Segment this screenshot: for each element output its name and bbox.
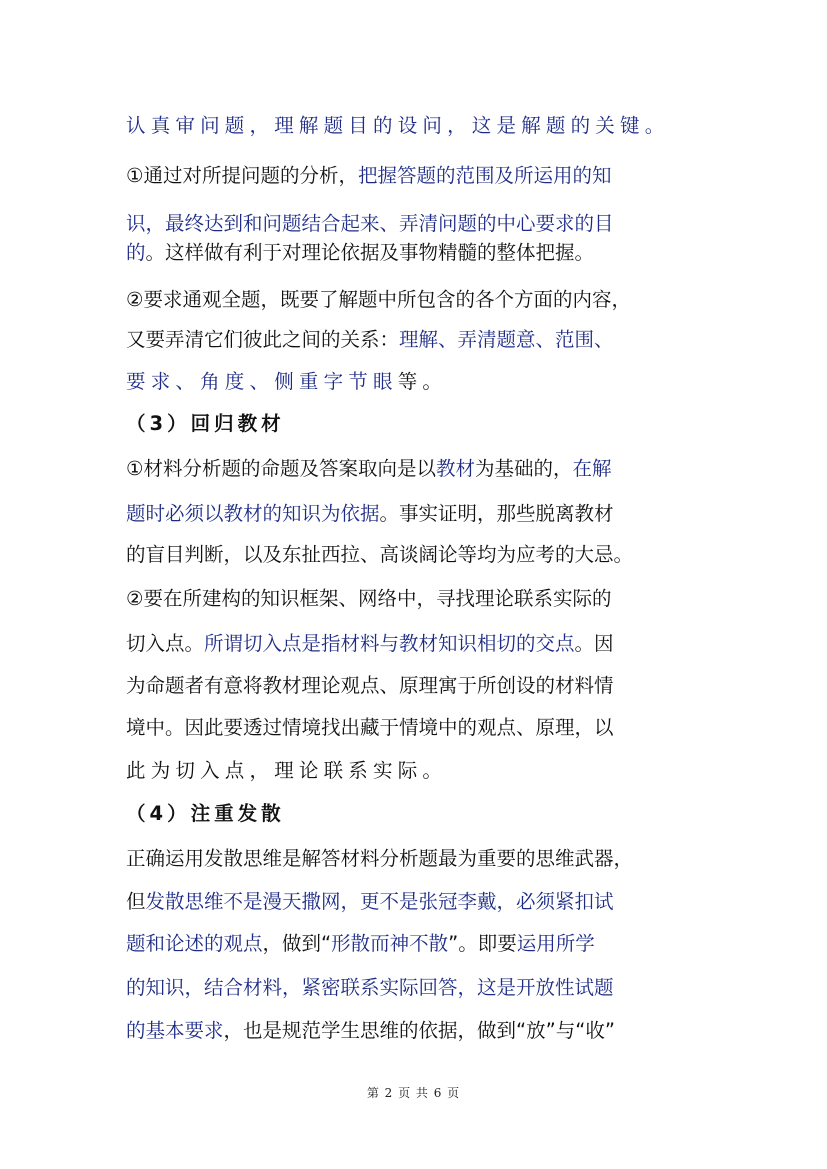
body-text: ，也是规范学生思维的依据，做到“放”与“收” [223,1019,615,1042]
emphasis-text: 理解、弄清题意、范围、 [399,328,614,351]
text-line [126,410,706,438]
emphasis-text: 题和论述的观点 [126,932,263,955]
body-text: 等。 [397,370,448,393]
text-line [126,1017,706,1045]
section-heading: （3）回归教材 [126,412,285,435]
body-text: 为基础的， [475,457,573,480]
body-text: 的盲目判断，以及东扯西拉、高谈阔论等均为应考的大忌。 [126,543,634,566]
emphasis-text: 教材 [435,457,475,480]
text-line [126,672,706,700]
text-line [126,630,706,658]
body-text: 正确运用发散思维是解答材料分析题最为重要的思维武器， [126,847,634,870]
page-footer: 第 2 页 共 6 页 [366,1086,461,1100]
text-line [126,286,706,314]
text-line [126,326,706,354]
text-line [126,800,706,828]
text-line [126,888,706,916]
body-text: 。这样做有利于对理论依据及事物精髓的整体把握。 [145,241,595,264]
body-text: ，做到“ [262,932,332,955]
body-text: ②要求通观全题，既要了解题中所包含的各个方面的内容， [126,288,631,311]
emphasis-text: 形散而神不散 [331,932,449,955]
body-text: 但 [126,890,146,913]
emphasis-text: 的知识，结合材料，紧密联系实际回答，这是开放性试题 [126,976,614,999]
text-line [126,112,706,140]
text-line [126,500,706,528]
body-text: 此为切入点，理论联系实际。 [126,759,448,782]
emphasis-text: 的 [126,241,146,264]
body-text: 。事实证明，那些脱离教材 [379,502,614,525]
body-text: ①通过对所提问题的分析， [126,164,358,187]
emphasis-text: 要求、角度、侧重字节眼 [126,370,398,393]
body-text: 境中。因此要透过情境找出藏于情境中的观点、原理，以 [126,716,614,739]
text-line [126,210,706,238]
text-line [126,368,706,396]
body-text: 切入点。 [126,632,205,655]
emphasis-text: 运用所学 [516,932,595,955]
text-line [126,930,706,958]
text-line [126,585,706,613]
text-line [126,845,706,873]
text-line [126,974,706,1002]
body-text: ①材料分析题的命题及答案取向是以 [126,457,436,480]
body-text: 又要弄清它们彼此之间的关系： [126,328,400,351]
text-line [126,455,706,483]
text-line [126,757,706,785]
body-text: 。因 [574,632,614,655]
section-heading: （4）注重发散 [126,802,285,825]
emphasis-text: 发散思维不是漫天撒网，更不是张冠李戴，必须紧扣试 [145,890,614,913]
emphasis-text: 识，最终达到和问题结合起来、弄清问题的中心要求的目 [126,212,614,235]
emphasis-text: 题时必须以教材的知识为依据 [126,502,380,525]
emphasis-text: 的基本要求 [126,1019,224,1042]
emphasis-text: 把握答题的范围及所运用的知 [357,164,612,187]
text-line [126,162,706,190]
emphasis-text: 认真审问题，理解题目的设问，这是解题的关键。 [126,114,670,137]
emphasis-text: 所谓切入点是指材料与教材知识相切的交点 [204,632,575,655]
emphasis-text: 在解 [572,457,612,480]
body-text: 为命题者有意将教材理论观点、原理寓于所创设的材料情 [126,674,614,697]
text-line [126,714,706,742]
body-text: ②要在所建构的知识框架、网络中，寻找理论联系实际的 [126,587,612,610]
body-text: ”。即要 [448,932,517,955]
text-line [126,541,706,569]
text-line [126,239,706,267]
